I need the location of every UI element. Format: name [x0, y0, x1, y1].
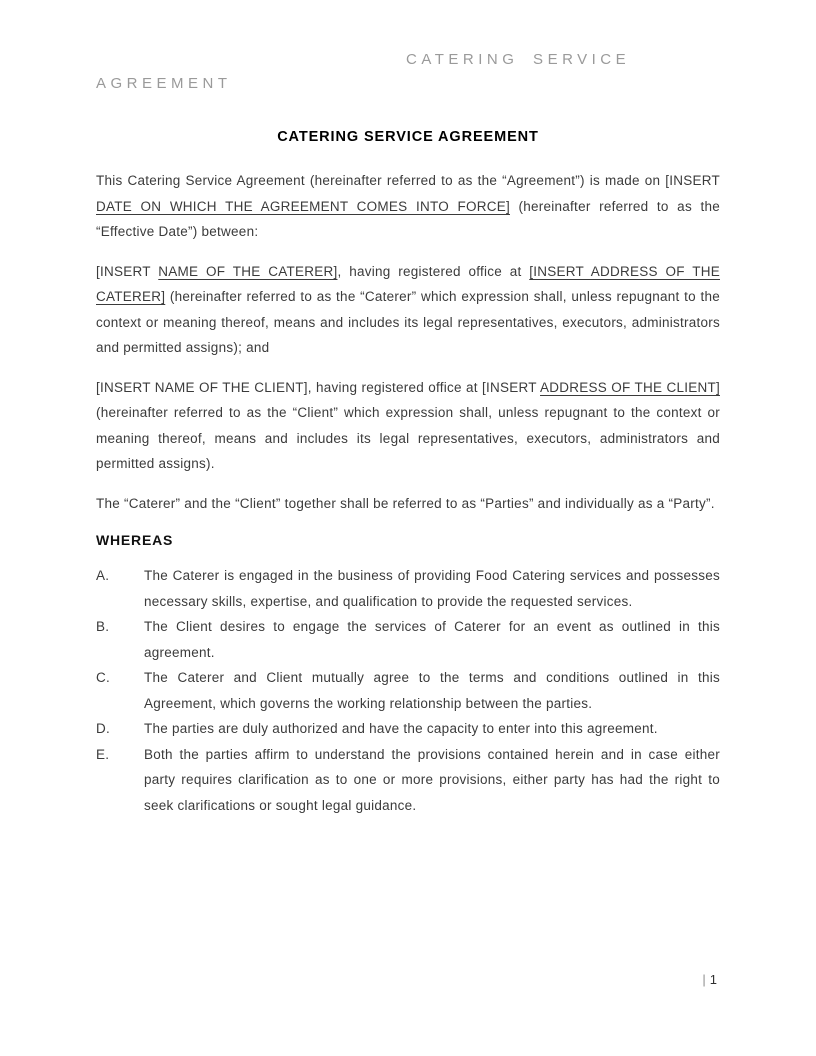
whereas-item-text: The Caterer is engaged in the business of providing Food Catering services and possesses necessary skills, expertise, and qualification to provide the requested services.	[144, 568, 720, 609]
paragraph	[96, 375, 720, 477]
footer-page-number: 1	[709, 972, 717, 987]
paragraph-text: (hereinafter referred to as the “Effective Date”) between:	[96, 198, 720, 239]
insert-placeholder: DATE ON WHICH THE AGREEMENT COMES INTO FORCE]	[96, 198, 510, 214]
whereas-item-text: The parties are duly authorized and have the capacity to enter into this agreement.	[144, 721, 658, 736]
insert-placeholder: NAME OF THE CATERER]	[158, 263, 338, 279]
paragraph	[96, 259, 720, 361]
paragraph	[96, 491, 720, 517]
whereas-heading: WHEREAS	[96, 532, 174, 548]
intro-paragraphs	[96, 168, 720, 516]
whereas-item-text: The Client desires to engage the services of Caterer for an event as outlined in this agreement.	[144, 619, 720, 660]
paragraph-text: (hereinafter referred to as the “Caterer” which expression shall, unless repugnant to the context or meaning thereof, means and includes its legal representatives, executors, administrators and permitted assigns); and	[96, 289, 720, 355]
paragraph-text: , having registered office at	[337, 263, 530, 279]
whereas-item	[96, 563, 720, 614]
paragraph-text: The “Caterer” and the “Client” together shall be referred to as “Parties” and individually as a “Party”.	[96, 495, 715, 511]
running-header: CATERING SERVICE AGREEMENT	[96, 51, 631, 92]
paragraph-text: [INSERT	[96, 263, 159, 279]
whereas-item-letter: D.	[96, 721, 110, 736]
whereas-item-letter: C.	[96, 670, 110, 685]
insert-placeholder: [INSERT ADDRESS OF THE CATERER]	[96, 263, 720, 304]
whereas-item	[96, 665, 720, 716]
whereas-item	[96, 742, 720, 819]
whereas-list	[96, 563, 720, 818]
footer-separator: |	[702, 972, 706, 987]
paragraph-text: This Catering Service Agreement (hereinafter referred to as the “Agreement”) is made on [INSERT	[96, 173, 720, 188]
whereas-item-text: The Caterer and Client mutually agree to the terms and conditions outlined in this Agreement, which governs the working relationship between the parties.	[144, 670, 720, 711]
document-title: CATERING SERVICE AGREEMENT	[277, 129, 539, 145]
document-content	[96, 48, 720, 818]
whereas-item	[96, 716, 720, 742]
whereas-item-letter: B.	[96, 619, 110, 634]
insert-placeholder: ADDRESS OF THE CLIENT]	[540, 379, 720, 395]
whereas-item-letter: A.	[96, 568, 110, 583]
paragraph-text: [INSERT NAME OF THE CLIENT], having registered office at [INSERT	[96, 379, 541, 395]
whereas-item	[96, 614, 720, 665]
page-footer	[702, 971, 717, 989]
whereas-item-letter: E.	[96, 746, 110, 762]
paragraph	[96, 168, 720, 245]
whereas-item-text: Both the parties affirm to understand the provisions contained herein and in case either party requires clarification as to one or more provisions, either party has had the right to seek clarifications or sought legal guidance.	[144, 746, 720, 813]
paragraph-text: (hereinafter referred to as the “Client” which expression shall, unless repugnant to the context or meaning thereof, means and includes its legal representatives, executors, administrators and permitted assigns).	[96, 405, 720, 471]
